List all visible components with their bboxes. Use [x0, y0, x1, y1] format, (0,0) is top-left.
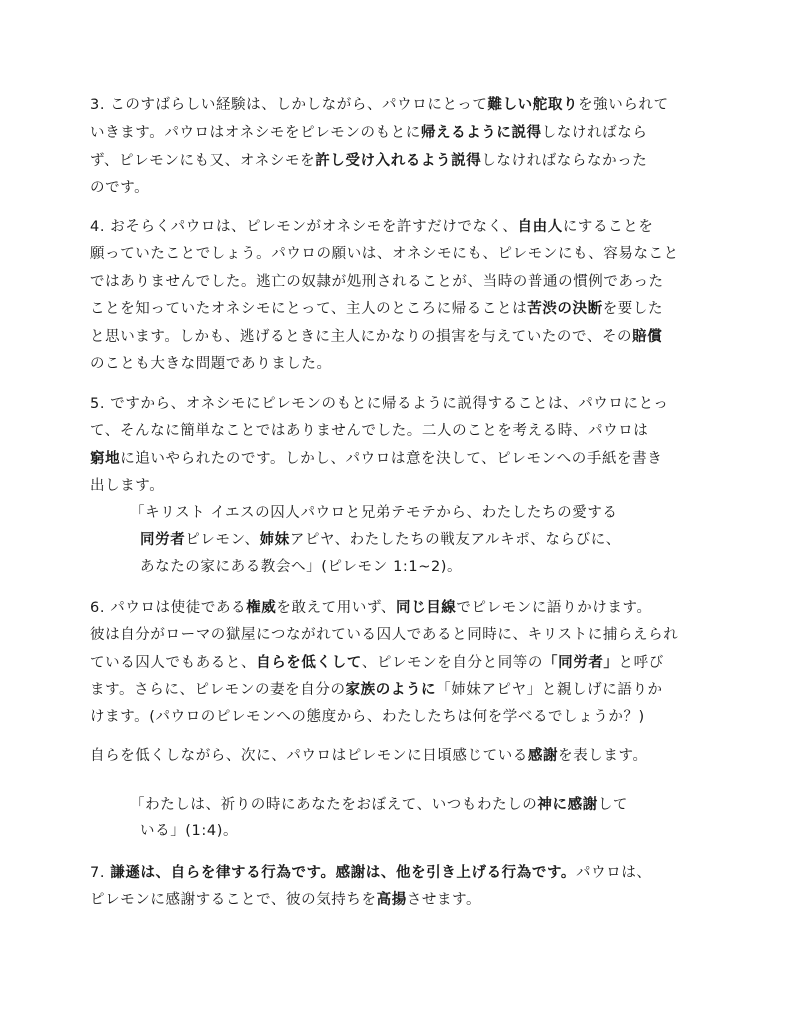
- text-line: [90, 597, 652, 619]
- bold-phrase: 「同労者」: [543, 655, 619, 671]
- text-line: [90, 679, 663, 701]
- text-segment: ピレモン、: [185, 532, 260, 548]
- text-segment: 「キリスト イエスの囚人パウロと兄弟テモテから、わたしたちの愛する: [130, 505, 618, 521]
- text-segment: と思います。しかも、逃げるときに主人にかなりの損害を与えていたので、その: [90, 329, 633, 345]
- text-segment: でピレモンに語りかけます。: [456, 600, 652, 616]
- text-segment: アピヤ、わたしたちの戦友アルキポ、ならびに、: [289, 532, 621, 548]
- bold-phrase: 苦渋の決断: [527, 301, 603, 317]
- text-segment: を要した: [602, 301, 664, 317]
- text-segment: ます。さらに、ピレモンの妻を自分の: [90, 682, 346, 698]
- text-line: [90, 652, 664, 674]
- bold-phrase: 許し受け入れるよう説得: [315, 153, 482, 169]
- text-line: [90, 271, 664, 293]
- text-line: [90, 393, 669, 415]
- text-segment: 3.: [90, 97, 111, 113]
- text-line: [90, 122, 647, 144]
- quote-line: [140, 556, 462, 578]
- text-line: [90, 475, 164, 497]
- text-line: [90, 862, 652, 884]
- bold-phrase: 感謝: [527, 748, 559, 764]
- text-segment: にすることを: [562, 219, 654, 235]
- text-segment: ですから、オネシモにピレモンのもとに帰るように説得することは、パウロにとっ: [110, 396, 669, 412]
- text-segment: のことも大きな問題でありました。: [90, 356, 332, 372]
- text-segment: を敢えて用いず、: [276, 600, 396, 616]
- bold-phrase: 賠償: [632, 329, 663, 345]
- quote-line: [130, 794, 628, 816]
- bold-phrase: 同労者: [140, 532, 186, 548]
- text-segment: 、ピレモンを自分と同等の: [361, 655, 544, 671]
- text-line: [90, 353, 332, 375]
- text-segment: て、そんなに簡単なことではありませんでした。二人のことを考える時、パウロは: [90, 423, 649, 439]
- bold-phrase: 姉妹: [259, 532, 290, 548]
- text-segment: ではありませんでした。逃亡の奴隷が処刑されることが、当時の普通の慣例であった: [90, 274, 664, 290]
- text-segment: を表します。: [558, 748, 648, 764]
- bold-phrase: 難しい舵取り: [487, 97, 579, 113]
- bold-phrase: 自由人: [517, 219, 563, 235]
- text-segment: 願っていたことでしょう。パウロの願いは、オネシモにも、ピレモンにも、容易なこと: [90, 246, 679, 262]
- text-line: [90, 326, 662, 348]
- bold-phrase: 同じ目線: [396, 600, 457, 616]
- text-line: [90, 298, 663, 320]
- text-segment: 「わたしは、祈りの時にあなたをおぼえて、いつもわたしの: [130, 797, 538, 813]
- bold-phrase: 窮地: [90, 451, 121, 467]
- text-segment: パウロは使徒である: [110, 600, 247, 616]
- text-segment: けます。(パウロのピレモンへの態度から、わたしたちは何を学べるでしょうか？): [90, 709, 645, 725]
- quote-line: [130, 502, 618, 524]
- text-segment: ことを知っていたオネシモにとって、主人のところに帰ることは: [90, 301, 528, 317]
- text-segment: させます。: [406, 892, 482, 908]
- bold-phrase: 権威: [246, 600, 277, 616]
- text-segment: に追いやられたのです。しかし、パウロは意を決して、ピレモンへの手紙を書き: [120, 451, 663, 467]
- text-segment: ず、ピレモンにも又、オネシモを: [90, 153, 316, 169]
- text-segment: 6.: [90, 600, 111, 616]
- text-segment: しなければならなかった: [481, 153, 648, 169]
- text-segment: あなたの家にある教会へ」(ピレモン 1:1~2)。: [140, 559, 463, 575]
- text-line: [90, 420, 648, 442]
- text-segment: いる」(1:4)。: [140, 823, 239, 839]
- text-segment: 「姉妹アピヤ」と親しげに語りか: [436, 682, 663, 698]
- text-segment: このすばらしい経験は、しかしながら、パウロにとって: [110, 97, 488, 113]
- bold-phrase: 自らを低くして: [256, 655, 362, 671]
- text-segment: 7.: [90, 865, 111, 881]
- text-line: [90, 624, 678, 646]
- text-line: [90, 177, 149, 199]
- text-segment: して: [597, 797, 629, 813]
- text-segment: 出します。: [90, 478, 165, 494]
- text-segment: を強いられて: [578, 97, 669, 113]
- text-line: [90, 150, 647, 172]
- text-line: [90, 243, 679, 265]
- text-segment: おそらくパウロは、ピレモンがオネシモを許すだけでなく、: [110, 219, 518, 235]
- text-line: [90, 745, 648, 767]
- quote-line: [140, 820, 238, 842]
- bold-phrase: 家族のように: [345, 682, 437, 698]
- text-segment: しなければなら: [541, 125, 648, 141]
- bold-phrase: 高揚: [376, 892, 407, 908]
- text-line: [90, 448, 662, 470]
- text-segment: 自らを低くしながら、次に、パウロはピレモンに日頃感じている: [90, 748, 528, 764]
- text-segment: ている囚人でもあると、: [90, 655, 257, 671]
- text-segment: いきます。パウロはオネシモをピレモンのもとに: [90, 125, 421, 141]
- bold-phrase: 帰えるように説得: [420, 125, 542, 141]
- text-line: [90, 216, 653, 238]
- text-line: [90, 706, 645, 728]
- text-segment: 4.: [90, 219, 111, 235]
- text-segment: ピレモンに感謝することで、彼の気持ちを: [90, 892, 377, 908]
- bold-phrase: 神に感謝: [537, 797, 598, 813]
- quote-line: [140, 529, 621, 551]
- text-segment: と呼び: [618, 655, 664, 671]
- text-segment: 5.: [90, 396, 111, 412]
- text-segment: のです。: [90, 180, 150, 196]
- text-line: [90, 889, 481, 911]
- text-segment: 彼は自分がローマの獄屋につながれている囚人であると同時に、キリストに捕らえられ: [90, 627, 679, 643]
- bold-phrase: 謙遜は、自らを律する行為です。感謝は、他を引き上げる行為です。: [110, 865, 577, 881]
- text-segment: パウロは、: [576, 865, 652, 881]
- text-line: [90, 94, 669, 116]
